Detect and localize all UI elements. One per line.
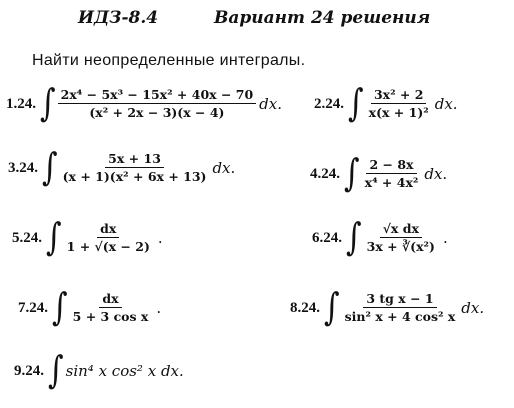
- numerator: 2x⁴ − 5x³ − 15x² + 40x − 70: [58, 88, 257, 104]
- denominator: (x + 1)(x² + 6x + 13): [62, 169, 207, 184]
- integral-sign-icon: ∫: [46, 215, 62, 260]
- differential: dx.: [212, 159, 236, 177]
- differential: dx.: [259, 95, 283, 113]
- problem-5-24: [12, 215, 163, 260]
- problem-number: 4.24.: [310, 165, 340, 182]
- integral-sign-icon: ∫: [42, 145, 58, 190]
- problem-3-24: [8, 145, 237, 190]
- problem-number: 3.24.: [8, 159, 38, 176]
- punctuation: .: [156, 299, 162, 317]
- integral-sign-icon: ∫: [346, 215, 362, 260]
- numerator: dx: [97, 222, 119, 238]
- problem-8-24: [290, 285, 486, 330]
- integral-sign-icon: ∫: [344, 151, 360, 196]
- integral-sign-icon: ∫: [348, 81, 364, 126]
- fraction: [70, 292, 152, 324]
- fraction: [58, 88, 257, 120]
- denominator: x(x + 1)²: [368, 105, 429, 120]
- problem-number: 1.24.: [6, 95, 36, 112]
- problem-4-24: [310, 151, 449, 196]
- denominator: 5 + 3 cos x: [72, 309, 149, 324]
- fraction: [342, 292, 459, 324]
- integrand: sin⁴ x cos² x dx.: [65, 362, 184, 380]
- integral-sign-icon: ∫: [324, 285, 340, 330]
- punctuation: .: [157, 229, 163, 247]
- numerator: 2 − 8x: [366, 158, 416, 174]
- denominator: (x² + 2x − 3)(x − 4): [89, 105, 225, 120]
- numerator: 3 tg x − 1: [363, 292, 436, 308]
- fraction: [364, 222, 438, 254]
- integral-sign-icon: ∫: [40, 81, 56, 126]
- integral-sign-icon: ∫: [52, 285, 68, 330]
- header-title: ИДЗ-8.4: [78, 8, 159, 28]
- fraction: [64, 222, 153, 254]
- problem-2-24: [314, 81, 460, 126]
- problem-9-24: [14, 348, 184, 393]
- problem-6-24: [312, 215, 448, 260]
- problem-number: 5.24.: [12, 229, 42, 246]
- header-variant: Вариант 24 решения: [214, 8, 431, 28]
- problem-7-24: [18, 285, 162, 330]
- differential: dx.: [461, 299, 485, 317]
- instructions: Найти неопределенные интегралы.: [32, 52, 306, 69]
- numerator: √x dx: [380, 222, 422, 238]
- problem-number: 2.24.: [314, 95, 344, 112]
- fraction: [362, 158, 422, 190]
- problem-number: 9.24.: [14, 362, 44, 379]
- problem-1-24: [6, 81, 284, 126]
- integral-sign-icon: ∫: [48, 348, 64, 393]
- differential: dx.: [424, 165, 448, 183]
- numerator: 3x² + 2: [371, 88, 427, 104]
- numerator: 5x + 13: [105, 152, 164, 168]
- problem-number: 7.24.: [18, 299, 48, 316]
- numerator: dx: [99, 292, 121, 308]
- denominator: sin² x + 4 cos² x: [344, 309, 456, 324]
- denominator: 1 + √(x − 2): [66, 239, 150, 254]
- fraction: [366, 88, 432, 120]
- differential: dx.: [434, 95, 458, 113]
- denominator: x⁴ + 4x²: [364, 175, 419, 190]
- punctuation: .: [442, 229, 448, 247]
- problem-number: 6.24.: [312, 229, 342, 246]
- denominator: 3x + ∛(x²): [366, 239, 435, 254]
- problem-number: 8.24.: [290, 299, 320, 316]
- fraction: [60, 152, 210, 184]
